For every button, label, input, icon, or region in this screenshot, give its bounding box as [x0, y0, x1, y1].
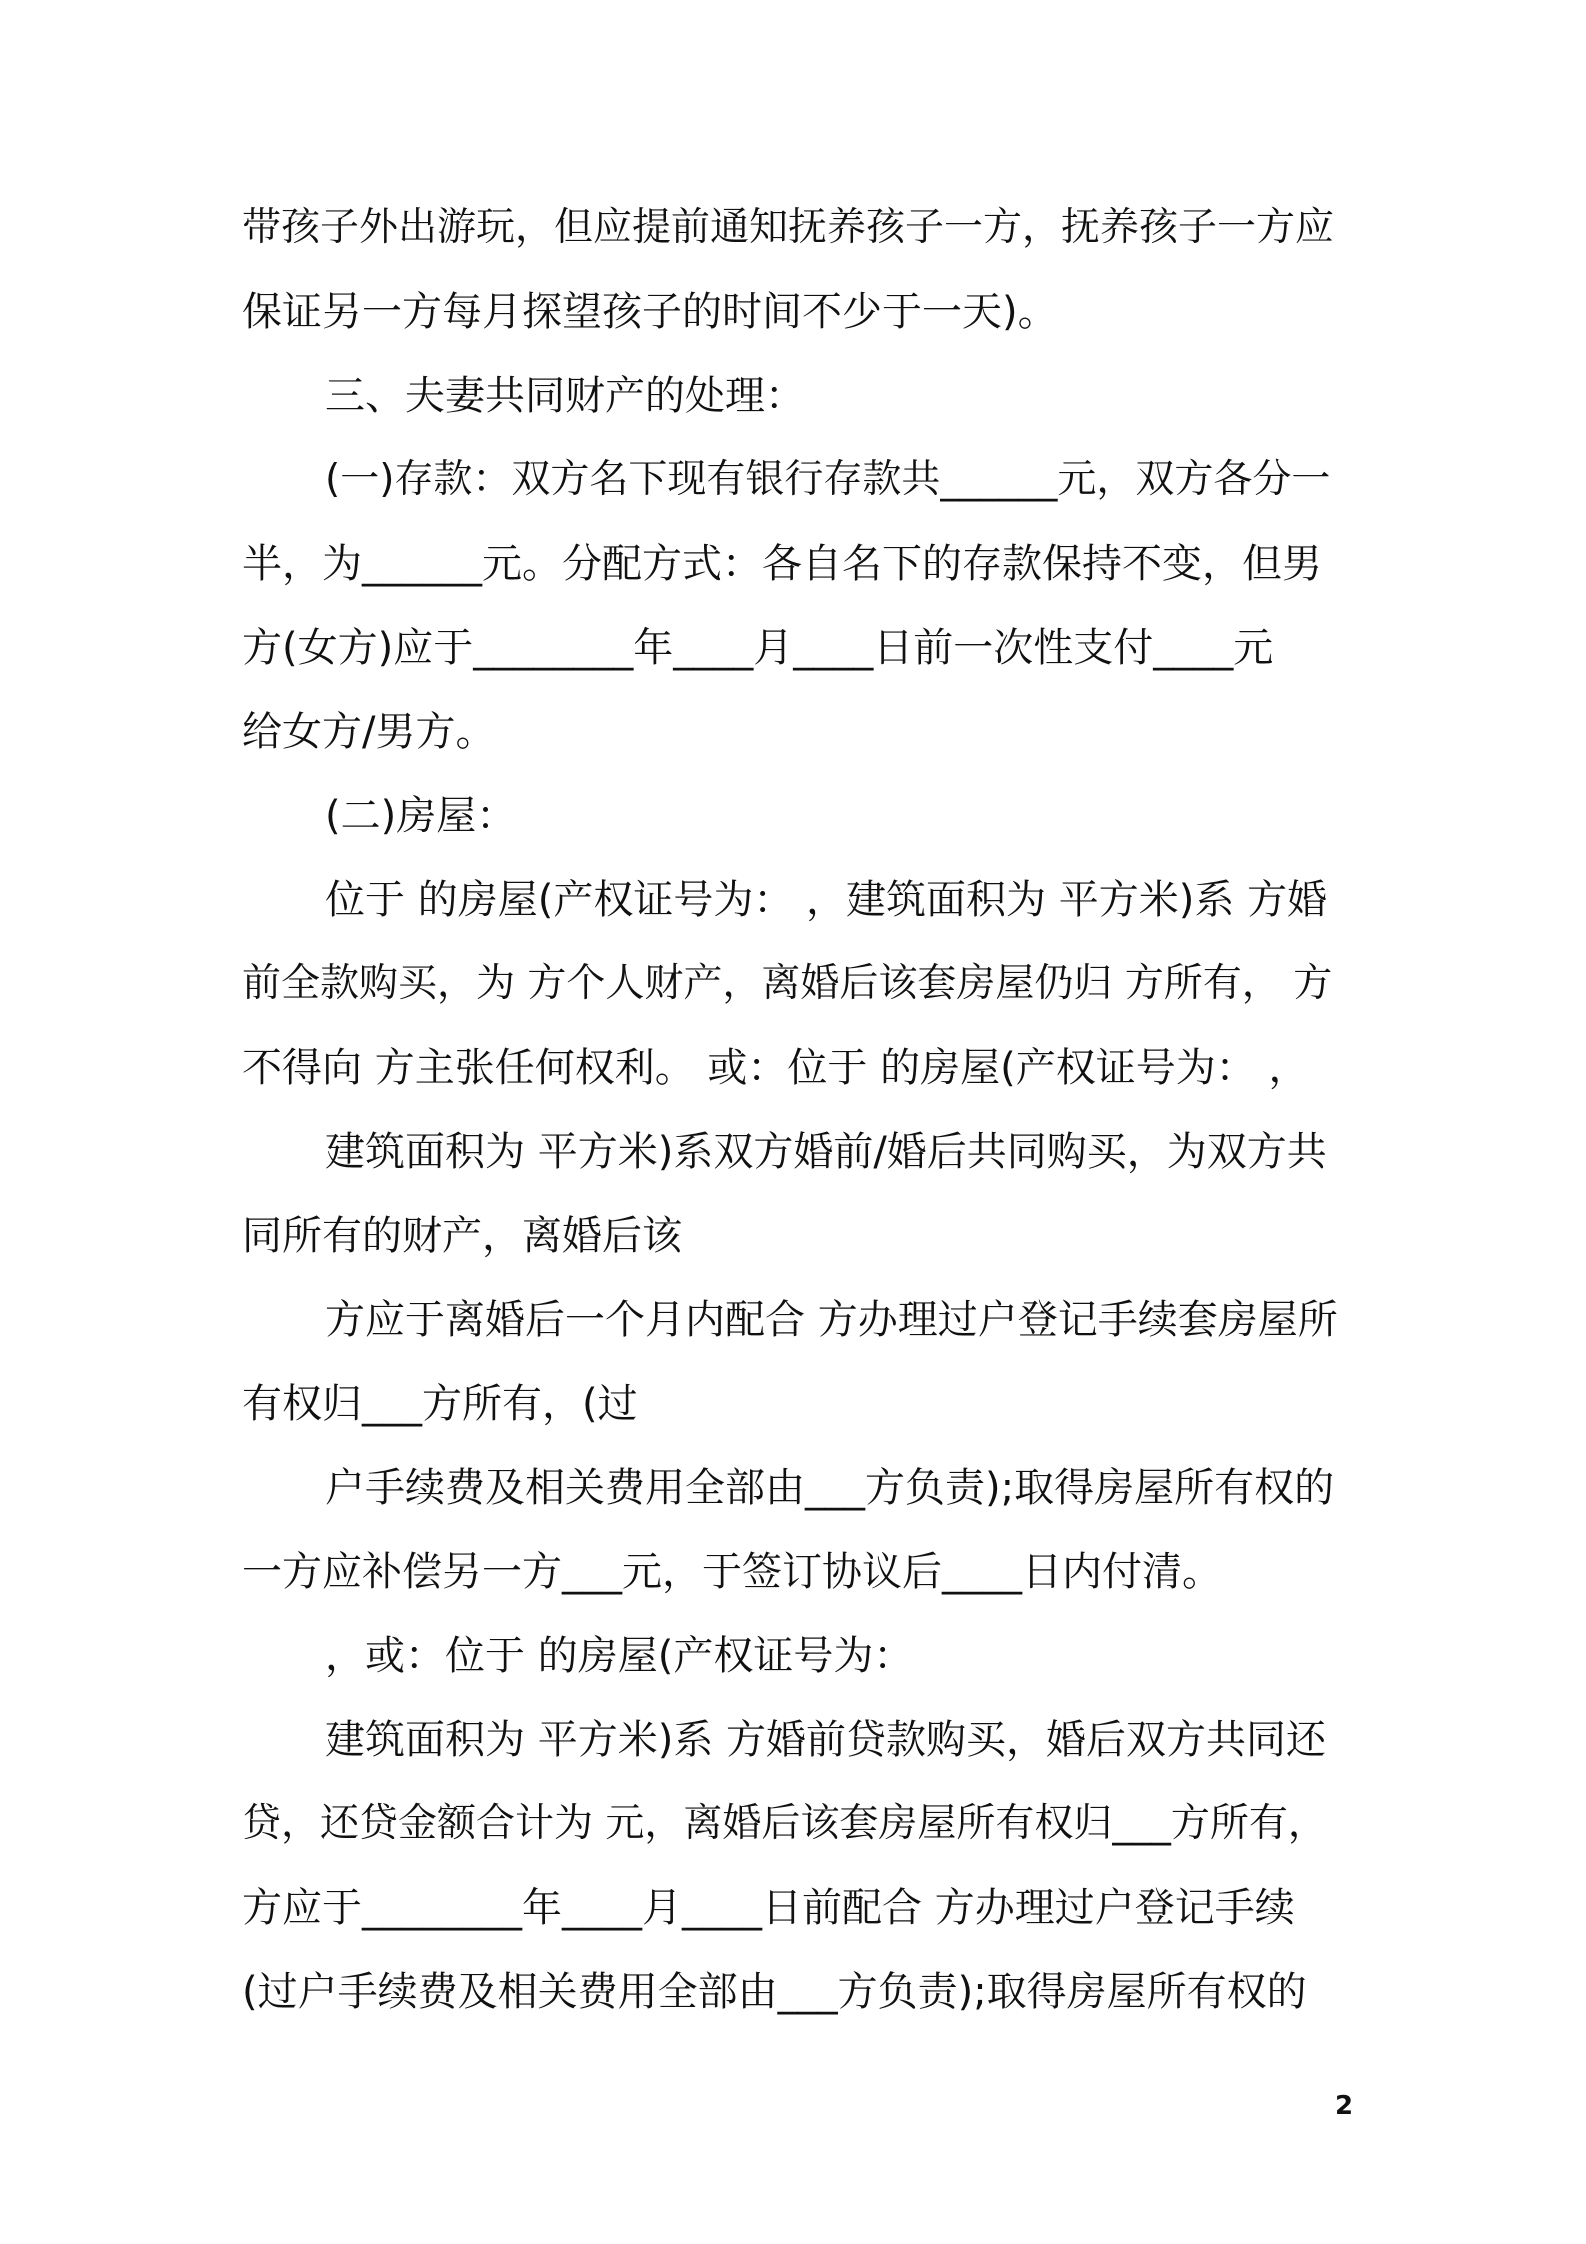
- text-line-19: 建筑面积为 平方米)系 方婚前贷款购买，婚后双方共同还: [325, 1717, 1327, 1763]
- text-line-14: 方应于离婚后一个月内配合 方办理过户登记手续套房屋所: [325, 1297, 1338, 1343]
- text-line-11: 不得向 方主张任何权利。 或：位于 的房屋(产权证号为： ，: [242, 1045, 1309, 1091]
- subsection-heading-house: (二)房屋：: [325, 793, 517, 839]
- text-line-13: 同所有的财产，离婚后该: [242, 1213, 682, 1259]
- text-line-4: (一)存款：双方名下现有银行存款共______元，双方各分一: [325, 457, 1331, 502]
- text-line-10: 前全款购买，为 方个人财产，离婚后该套房屋仍归 方所有， 方: [242, 961, 1333, 1006]
- text-line-2: 保证另一方每月探望孩子的时间不少于一天)。: [242, 289, 1058, 335]
- text-line-20: 贷，还贷金额合计为 元，离婚后该套房屋所有权归___方所有，: [242, 1801, 1327, 1846]
- text-line-15: 有权归___方所有，(过: [242, 1381, 638, 1427]
- text-line-18: ，或：位于 的房屋(产权证号为：: [325, 1633, 914, 1679]
- page-number: 2: [1335, 2091, 1354, 2121]
- text-line-21: 方应于________年____月____日前配合 方办理过户登记手续: [242, 1885, 1295, 1931]
- text-line-22: (过户手续费及相关费用全部由___方负责);取得房屋所有权的: [242, 1969, 1307, 2015]
- text-line-12: 建筑面积为 平方米)系双方婚前/婚后共同购买，为双方共: [325, 1129, 1327, 1175]
- text-line-9: 位于 的房屋(产权证号为： ，建筑面积为 平方米)系 方婚: [325, 877, 1328, 923]
- text-line-7: 给女方/男方。: [242, 709, 496, 755]
- text-line-5: 半，为______元。分配方式：各自名下的存款保持不变，但男: [242, 541, 1322, 587]
- text-line-16: 户手续费及相关费用全部由___方负责);取得房屋所有权的: [325, 1465, 1335, 1511]
- text-line-6: 方(女方)应于________年____月____日前一次性支付____元: [242, 625, 1274, 671]
- text-line-17: 一方应补偿另一方___元，于签订协议后____日内付清。: [242, 1549, 1222, 1595]
- text-line-1: 带孩子外出游玩，但应提前通知抚养孩子一方，抚养孩子一方应: [242, 205, 1335, 250]
- section-heading-3: 三、夫妻共同财产的处理：: [325, 373, 805, 419]
